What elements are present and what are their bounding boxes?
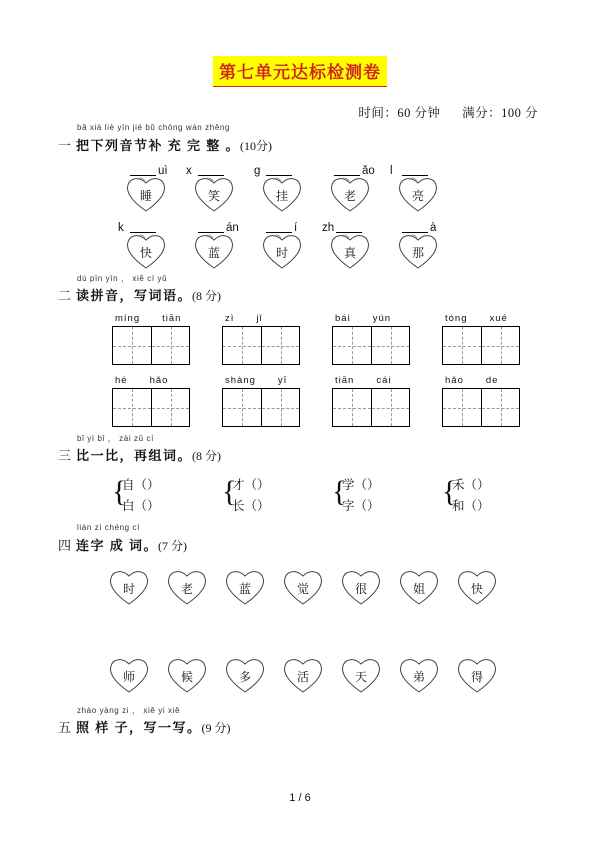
ex1-char: 亮 [411,189,424,203]
heart-shape [328,231,372,271]
section-2-score: (8 分) [192,289,222,303]
ex4-char: 候 [180,670,193,684]
tianzige-grid[interactable] [332,326,410,365]
section-1-heading [0,123,600,155]
heart-shape [260,174,304,214]
heart-shape[interactable] [281,655,325,695]
ex4-char: 蓝 [238,582,251,596]
tianzige-grid[interactable] [442,326,520,365]
tianzige-grid[interactable] [112,388,190,427]
ex2-pinyin: tiān [335,375,355,386]
ex2-item[interactable] [112,375,222,427]
section-5-title: 照 样 子，写一写。(9 分) [76,720,231,735]
ex2-pinyin: tiān [162,313,182,324]
heart-shape[interactable] [165,655,209,695]
heart-shape[interactable] [223,655,267,695]
heart-shape [396,231,440,271]
ex2-pinyin: yún [372,313,392,324]
ex2-pinyin: hé [115,375,128,386]
ex3-row [0,475,600,517]
ex2-pinyin: shàng [225,375,256,386]
section-4-pinyin: lián zì chéng cí [77,523,140,532]
heart-shape [124,231,168,271]
ex2-item[interactable] [222,313,332,365]
section-5-score: (9 分) [201,721,231,735]
tianzige-grid[interactable] [112,326,190,365]
ex1-frag[interactable]: í [254,222,322,234]
heart-shape [328,174,372,214]
ex1-char: 蓝 [207,246,220,260]
ex4-char: 觉 [296,582,309,596]
ex3-line[interactable]: 字（） [342,499,390,513]
tianzige-grid[interactable] [222,326,300,365]
section-1 [0,123,600,271]
heart-shape [260,231,304,271]
ex2-row1 [0,313,600,365]
ex1-char: 真 [343,246,356,260]
ex4-bottom-row [0,655,600,695]
ex2-pinyin: zì [225,313,235,324]
ex1-char: 挂 [275,189,288,203]
ex4-top-row [0,567,600,607]
heart-shape[interactable] [455,655,499,695]
ex1-frag[interactable]: g [254,165,322,177]
section-3-pinyin: bǐ yì bǐ ， zài zǔ cí [77,434,154,443]
section-3-number: 三 [58,448,72,463]
ex3-pair[interactable] [222,475,332,517]
ex2-pinyin: hǎo [445,375,464,386]
ex4-char: 老 [180,582,193,596]
ex2-pinyin: xué [489,313,508,324]
heart-shape [192,174,236,214]
ex2-pinyin: míng [115,313,141,324]
section-2-title: 读拼音，写词语。(8 分) [76,288,222,303]
ex4-char: 时 [122,582,135,596]
section-5 [0,706,600,737]
section-4-title: 连字 成 词。(7 分) [76,538,188,553]
title-container [0,0,600,87]
ex1-char: 笑 [207,189,220,203]
ex1-frag[interactable]: à [390,222,458,234]
ex4-char: 姐 [412,582,425,596]
ex1-frag[interactable]: uì [118,165,186,177]
heart-shape[interactable] [339,567,383,607]
ex4-char: 得 [470,670,483,684]
section-1-number: 一 [58,138,72,153]
section-5-number: 五 [58,720,72,735]
tianzige-grid[interactable] [222,388,300,427]
ex2-item[interactable] [442,375,552,427]
ex4-char: 多 [238,670,251,684]
ex2-pinyin: tóng [445,313,468,324]
ex2-item[interactable] [332,375,442,427]
ex3-pair[interactable] [112,475,222,517]
ex2-pinyin: de [485,375,499,386]
section-1-title: 把下列音节补 充 完 整 。(10分) [76,138,273,153]
ex3-line[interactable]: 学（） [342,478,390,492]
section-5-pinyin: zhào yàng zi ， xiě yi xiě [77,706,181,715]
ex1-frag[interactable]: k [118,222,186,234]
ex2-row2 [0,375,600,427]
section-1-score: (10分) [240,139,273,153]
tianzige-grid[interactable] [442,388,520,427]
section-3 [0,434,600,517]
section-2 [0,274,600,427]
section-3-title: 比一比，再组词。(8 分) [76,448,222,463]
section-2-heading [0,274,600,305]
brace-icon: { [222,475,237,508]
heart-shape [124,174,168,214]
ex4-char: 很 [354,582,367,596]
section-5-heading [0,706,600,737]
ex3-line[interactable]: 禾（） [452,478,500,492]
section-3-heading [0,434,600,465]
ex2-pinyin: hǎo [149,375,169,386]
ex3-pair[interactable] [332,475,442,517]
section-1-pinyin: bǎ xià liè yīn jié bǔ chōng wán zhěng [77,123,230,132]
heart-shape[interactable] [107,655,151,695]
section-4-number: 四 [58,538,72,553]
heart-shape [192,231,236,271]
ex3-line[interactable]: 和（） [452,499,500,513]
ex1-char: 睡 [139,189,152,203]
tianzige-grid[interactable] [332,388,410,427]
section-4 [0,523,600,695]
ex1-frag[interactable]: l [390,165,458,177]
ex2-item[interactable] [332,313,442,365]
ex1-frag[interactable]: zh [322,222,390,234]
ex1-char: 快 [139,246,152,260]
exam-meta [0,103,600,121]
ex3-line[interactable]: 长（） [232,499,280,513]
heart-shape[interactable] [339,655,383,695]
heart-shape[interactable] [397,655,441,695]
ex1-frag[interactable]: x [186,165,254,177]
ex4-char: 弟 [412,670,425,684]
ex1-frag[interactable]: án [186,222,254,234]
ex3-pair[interactable] [442,475,552,517]
heart-shape[interactable] [455,567,499,607]
ex2-pinyin: jǐ [256,313,263,324]
ex2-item[interactable] [112,313,222,365]
ex1-row2-hearts [0,231,600,271]
ex4-char: 天 [354,670,367,684]
ex1-char: 老 [343,189,356,203]
ex2-pinyin: cái [376,375,392,386]
exam-time: 时间：60 分钟 [358,106,441,120]
ex2-pinyin: bái [335,313,351,324]
ex4-char: 师 [122,670,135,684]
ex2-item[interactable] [222,375,332,427]
exam-score: 满分：100 分 [462,106,538,120]
ex3-line[interactable]: 才（） [232,478,280,492]
section-3-score: (8 分) [192,449,222,463]
heart-shape[interactable] [281,567,325,607]
ex1-char: 时 [275,246,288,260]
ex1-char: 那 [411,246,424,260]
heart-shape[interactable] [107,567,151,607]
ex4-char: 快 [470,582,483,596]
section-2-number: 二 [58,288,72,303]
section-4-score: (7 分) [158,539,188,553]
ex1-row1-hearts [0,174,600,214]
ex2-pinyin: yī [277,375,288,386]
brace-icon: { [332,475,347,508]
section-4-heading [0,523,600,555]
brace-icon: { [442,475,457,508]
brace-icon: { [112,475,127,508]
ex3-line[interactable]: 白（） [122,499,170,513]
heart-shape[interactable] [165,567,209,607]
ex2-item[interactable] [442,313,552,365]
ex3-line[interactable]: 自（） [122,478,170,492]
heart-shape [396,174,440,214]
page-title: 第七单元达标检测卷 [213,56,387,87]
heart-shape[interactable] [223,567,267,607]
ex1-frag[interactable]: ǎo [322,165,390,177]
section-2-pinyin: dú pīn yīn ， xiě cí yǔ [77,274,168,283]
heart-shape[interactable] [397,567,441,607]
ex4-char: 活 [296,670,309,684]
page-number: 1 / 6 [289,792,311,804]
